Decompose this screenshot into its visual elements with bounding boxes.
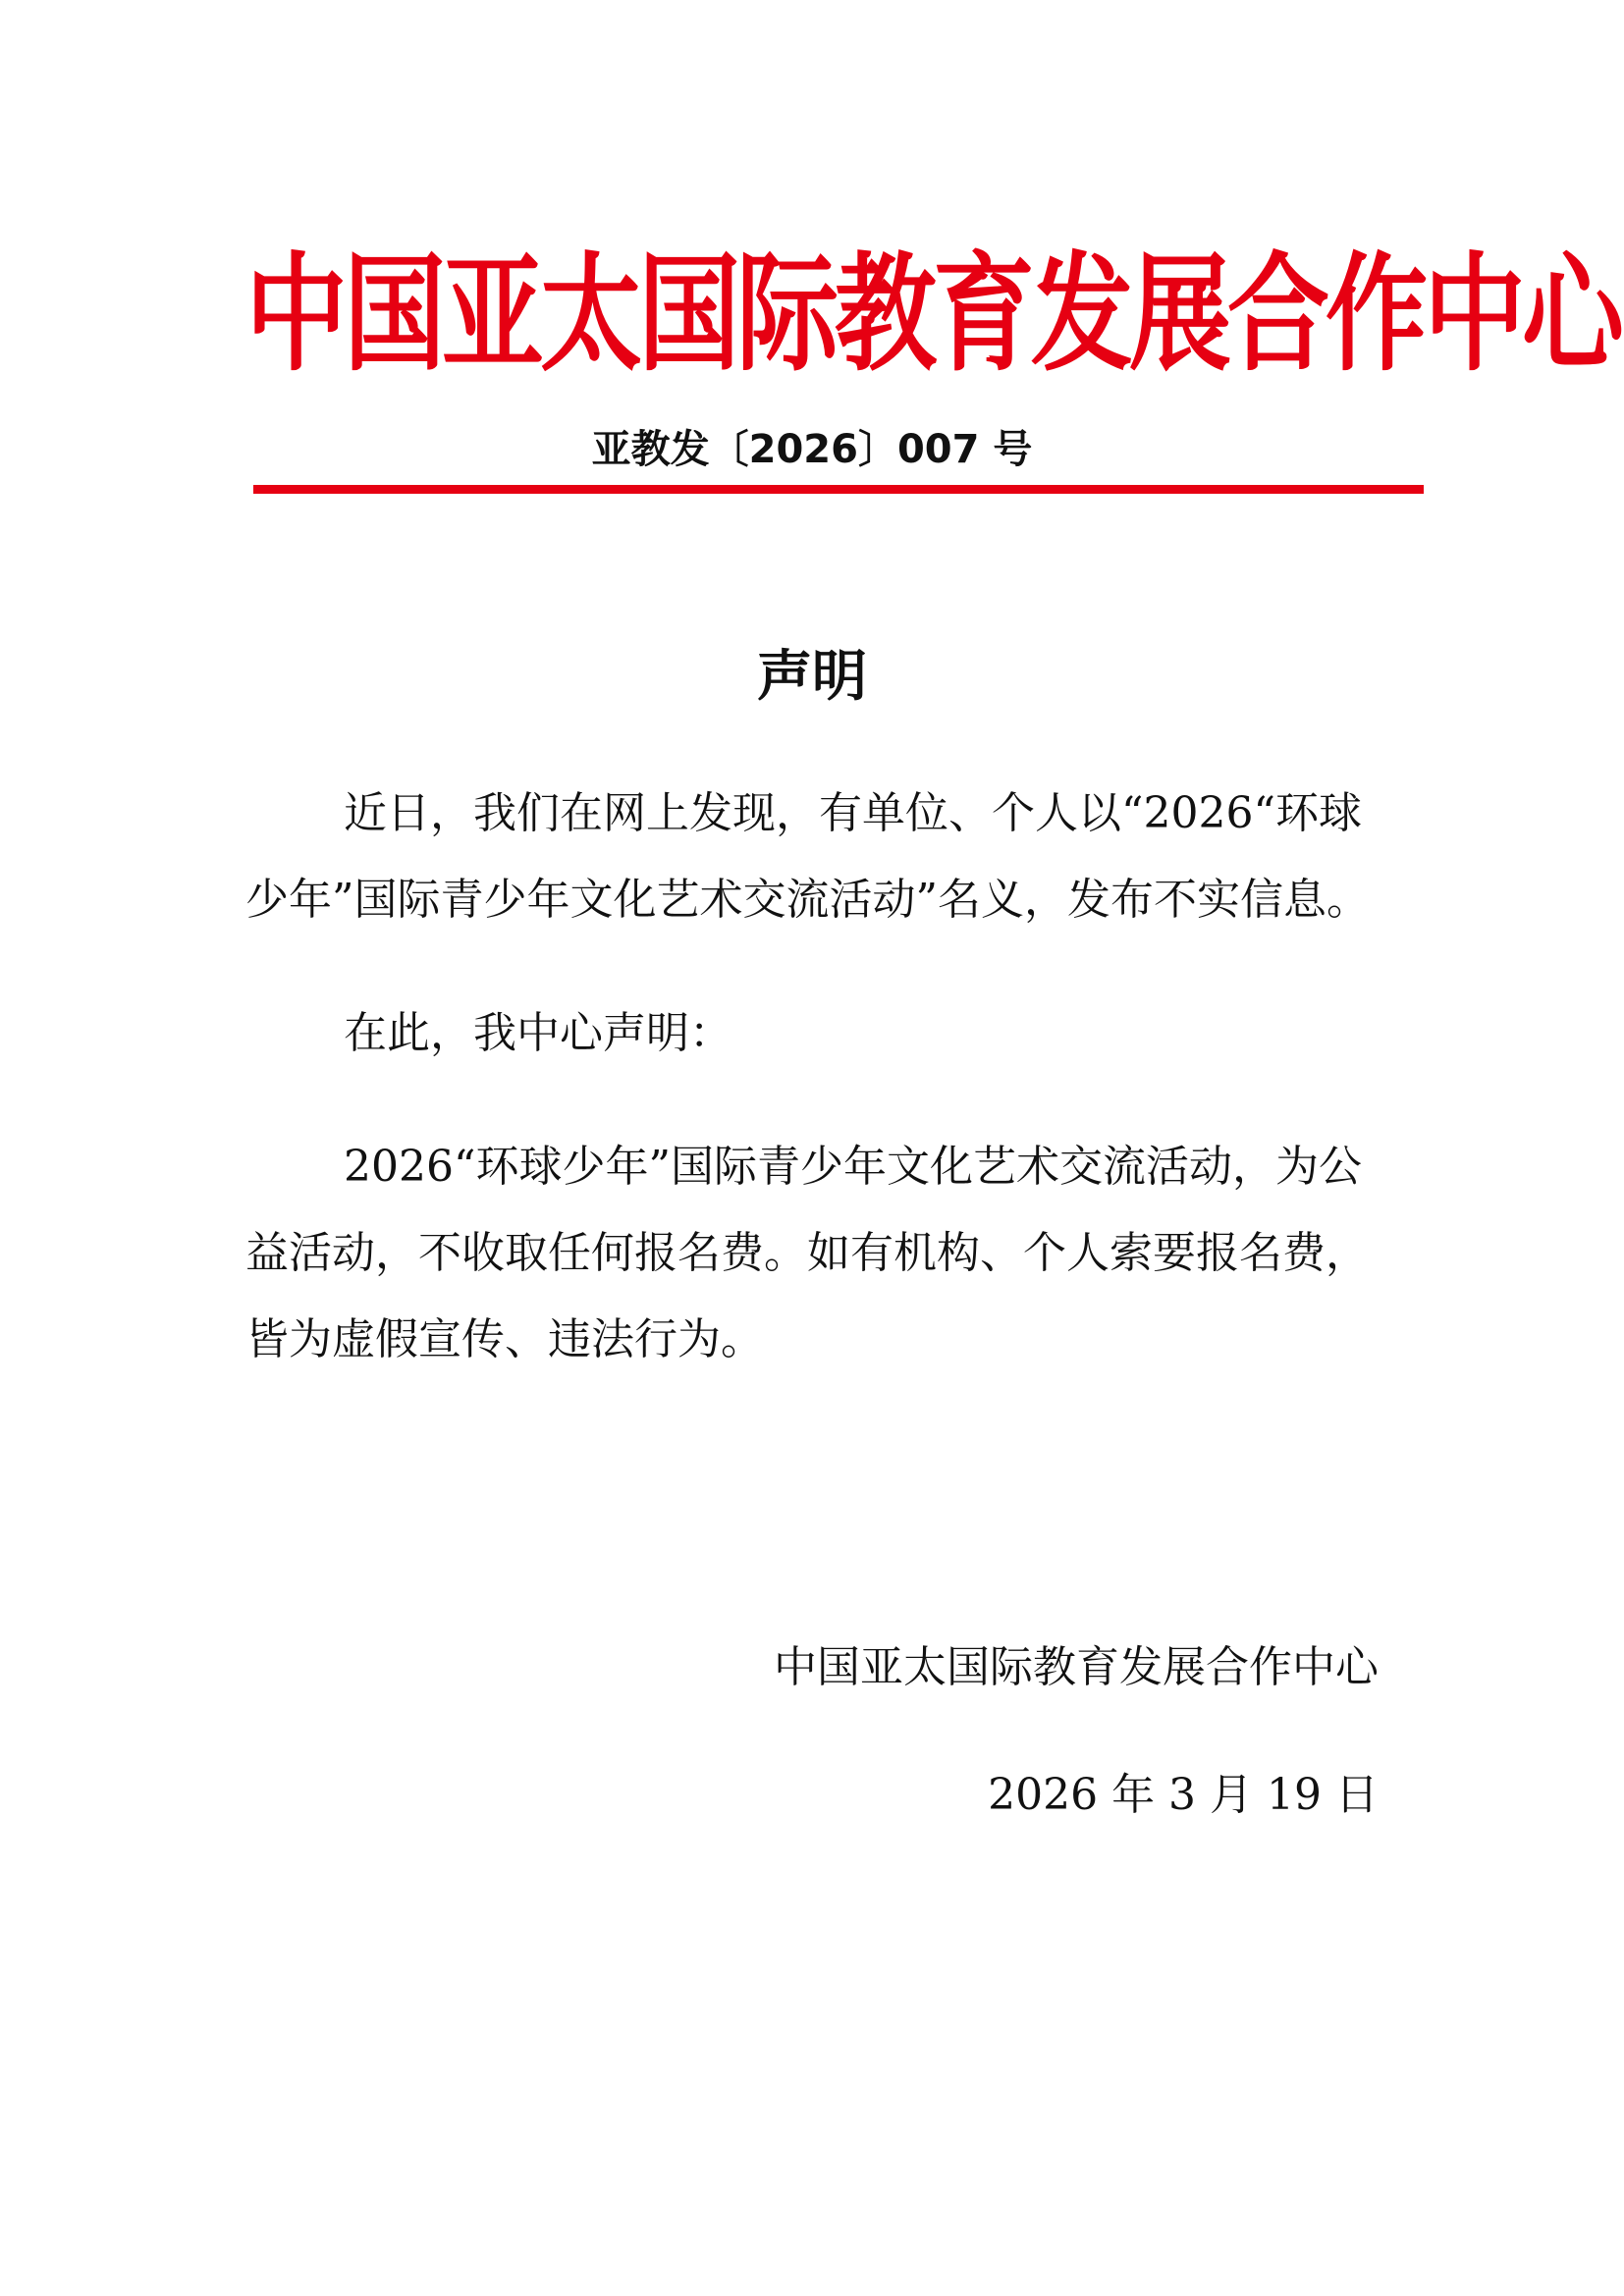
signature-organization: 中国亚太国际教育发展合作中心: [774, 1642, 1379, 1692]
document-title: 声明: [757, 645, 867, 709]
masthead-organization-name: 中国亚太国际教育发展合作中心: [245, 239, 1621, 390]
document-body: [245, 771, 1384, 1430]
body-paragraph: 近日，我们在网上发现，有单位、个人以“2026“环球少年”国际青少年文化艺术交流活动”名义，发布不实信息。: [245, 788, 1370, 925]
document-number: 亚教发〔2026〕007 号: [591, 427, 1033, 472]
signature-date: 2026 年 3 月 19 日: [988, 1770, 1379, 1820]
body-paragraph: 2026“环球少年”国际青少年文化艺术交流活动，为公益活动，不收取任何报名费。如有机构、个人索要报名费，皆为虚假宣传、违法行为。: [245, 1142, 1369, 1364]
body-paragraph: 在此，我中心声明：: [344, 1008, 732, 1058]
red-divider-line: [253, 485, 1424, 494]
